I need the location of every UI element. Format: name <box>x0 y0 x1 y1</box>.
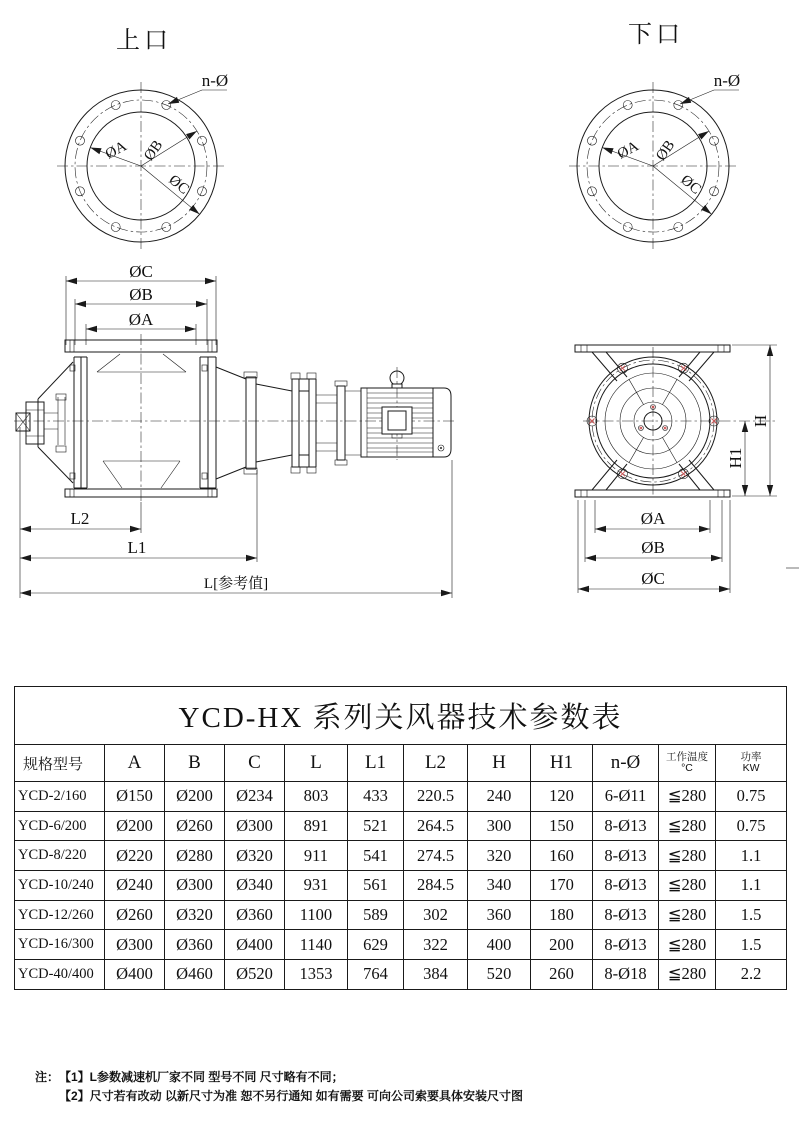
cell: Ø520 <box>225 960 285 990</box>
cell: 931 <box>285 871 348 901</box>
dim-label-dia-a: ØA <box>614 138 642 163</box>
col-header-a: A <box>105 745 165 782</box>
cell: 8-Ø18 <box>593 960 659 990</box>
cell: Ø280 <box>165 841 225 871</box>
cell: ≦280 <box>659 900 716 930</box>
col-header-model: 规格型号 <box>15 745 105 782</box>
model-cell: YCD-40/400 <box>15 960 105 990</box>
flange-top-view-right <box>569 71 740 250</box>
cell: 2.2 <box>716 960 787 990</box>
power-header-line2: KW <box>742 762 760 774</box>
cell: Ø360 <box>165 930 225 960</box>
cell: ≦280 <box>659 871 716 901</box>
cell: 0.75 <box>716 811 787 841</box>
cell: Ø260 <box>105 900 165 930</box>
cell: 1.1 <box>716 871 787 901</box>
col-header-temp <box>659 745 716 782</box>
dim-label-l-ref: L[参考值] <box>203 576 269 592</box>
col-header-b: B <box>165 745 225 782</box>
footnotes <box>35 1068 523 1106</box>
cell: 8-Ø13 <box>593 841 659 871</box>
cell: Ø234 <box>225 782 285 812</box>
dim-label-dia-c: ØC <box>165 172 192 198</box>
dim-label-dia-a: ØA <box>128 310 154 329</box>
dim-label-l1: L1 <box>127 538 147 557</box>
cell: Ø300 <box>225 811 285 841</box>
dim-label-dia-c: ØC <box>677 172 704 198</box>
cell: Ø360 <box>225 900 285 930</box>
dim-label-l2: L2 <box>70 509 90 528</box>
cell: Ø400 <box>105 960 165 990</box>
cell: 1.1 <box>716 841 787 871</box>
cell: 264.5 <box>404 811 468 841</box>
cell: 433 <box>348 782 404 812</box>
model-cell: YCD-8/220 <box>15 841 105 871</box>
table-header-row <box>15 745 787 782</box>
col-header-c: C <box>225 745 285 782</box>
table-row <box>15 841 787 871</box>
temp-header-line1: 工作温度 <box>666 751 708 763</box>
cell: 322 <box>404 930 468 960</box>
cell: 120 <box>531 782 593 812</box>
model-cell: YCD-6/200 <box>15 811 105 841</box>
cell: 911 <box>285 841 348 871</box>
cell: 0.75 <box>716 782 787 812</box>
note-prefix: 注： <box>35 1070 60 1084</box>
power-header-line1: 功率 <box>740 751 762 763</box>
cell: 200 <box>531 930 593 960</box>
cell: Ø320 <box>225 841 285 871</box>
table-row <box>15 900 787 930</box>
cell: 1353 <box>285 960 348 990</box>
model-cell: YCD-10/240 <box>15 871 105 901</box>
cell: 1140 <box>285 930 348 960</box>
dim-label-dia-c: ØC <box>641 569 665 588</box>
temp-header-line2: °C <box>681 762 693 774</box>
cell: 340 <box>468 871 531 901</box>
cell: 384 <box>404 960 468 990</box>
cell: Ø200 <box>105 811 165 841</box>
cell: 520 <box>468 960 531 990</box>
cell: 240 <box>468 782 531 812</box>
cell: 521 <box>348 811 404 841</box>
table-row <box>15 960 787 990</box>
table-title: YCD-HX 系列关风器技术参数表 <box>15 687 787 745</box>
dim-label-dia-c: ØC <box>129 262 153 281</box>
note-line-2: 【2】尺寸若有改动 以新尺寸为准 恕不另行通知 如有需要 可向公司索要具体安装尺寸图 <box>59 1089 524 1103</box>
col-header-n-holes: n-Ø <box>593 745 659 782</box>
cell: 260 <box>531 960 593 990</box>
table-row <box>15 782 787 812</box>
top-port-title: 上口 <box>116 27 172 54</box>
dim-label-dia-b: ØB <box>653 137 679 164</box>
cell: 274.5 <box>404 841 468 871</box>
cell: Ø340 <box>225 871 285 901</box>
cell: ≦280 <box>659 782 716 812</box>
cell: Ø300 <box>165 871 225 901</box>
cell: Ø300 <box>105 930 165 960</box>
cell: 180 <box>531 900 593 930</box>
cell: ≦280 <box>659 811 716 841</box>
col-header-l2: L2 <box>404 745 468 782</box>
dim-label-n-holes: n-Ø <box>713 71 741 90</box>
col-header-h: H <box>468 745 531 782</box>
col-header-h1: H1 <box>531 745 593 782</box>
cell: 8-Ø13 <box>593 871 659 901</box>
cell: Ø240 <box>105 871 165 901</box>
cell: 8-Ø13 <box>593 930 659 960</box>
cell: Ø400 <box>225 930 285 960</box>
cell: 320 <box>468 841 531 871</box>
table-row <box>15 930 787 960</box>
spec-table <box>14 686 786 990</box>
cell: 561 <box>348 871 404 901</box>
dim-label-dia-b: ØB <box>141 137 167 164</box>
cell: 160 <box>531 841 593 871</box>
model-cell: YCD-12/260 <box>15 900 105 930</box>
cell: 300 <box>468 811 531 841</box>
cell: 891 <box>285 811 348 841</box>
cell: Ø150 <box>105 782 165 812</box>
cell: 150 <box>531 811 593 841</box>
cell: 764 <box>348 960 404 990</box>
cell: Ø220 <box>105 841 165 871</box>
cell: Ø460 <box>165 960 225 990</box>
table-row <box>15 871 787 901</box>
cell: Ø260 <box>165 811 225 841</box>
cell: 1.5 <box>716 900 787 930</box>
table-row <box>15 811 787 841</box>
col-header-l1: L1 <box>348 745 404 782</box>
cell: ≦280 <box>659 841 716 871</box>
cell: Ø320 <box>165 900 225 930</box>
col-header-power <box>716 745 787 782</box>
col-header-l: L <box>285 745 348 782</box>
dim-label-dia-a: ØA <box>640 509 666 528</box>
cell: 629 <box>348 930 404 960</box>
cell: 220.5 <box>404 782 468 812</box>
cell: Ø200 <box>165 782 225 812</box>
cell: 8-Ø13 <box>593 811 659 841</box>
cell: 302 <box>404 900 468 930</box>
dim-label-h: H <box>751 414 770 428</box>
cell: 541 <box>348 841 404 871</box>
dim-label-dia-a: ØA <box>102 138 130 163</box>
cell: ≦280 <box>659 960 716 990</box>
cell: 6-Ø11 <box>593 782 659 812</box>
assembly-side-view <box>14 262 456 598</box>
cell: 400 <box>468 930 531 960</box>
dim-label-h1: H1 <box>726 447 745 469</box>
flange-top-view-left <box>57 71 228 250</box>
cell: 8-Ø13 <box>593 900 659 930</box>
valve-front-view <box>575 345 799 593</box>
model-cell: YCD-2/160 <box>15 782 105 812</box>
dim-label-n-holes: n-Ø <box>201 71 229 90</box>
cell: 1100 <box>285 900 348 930</box>
cell: 284.5 <box>404 871 468 901</box>
cell: 170 <box>531 871 593 901</box>
cell: 360 <box>468 900 531 930</box>
dim-label-dia-b: ØB <box>641 538 665 557</box>
bottom-port-title: 下口 <box>628 21 684 48</box>
cell: 589 <box>348 900 404 930</box>
note-line-1: 【1】L参数减速机厂家不同 型号不同 尺寸略有不同； <box>59 1070 344 1084</box>
cell: 1.5 <box>716 930 787 960</box>
model-cell: YCD-16/300 <box>15 930 105 960</box>
cell: ≦280 <box>659 930 716 960</box>
cell: 803 <box>285 782 348 812</box>
dim-label-dia-b: ØB <box>129 285 153 304</box>
